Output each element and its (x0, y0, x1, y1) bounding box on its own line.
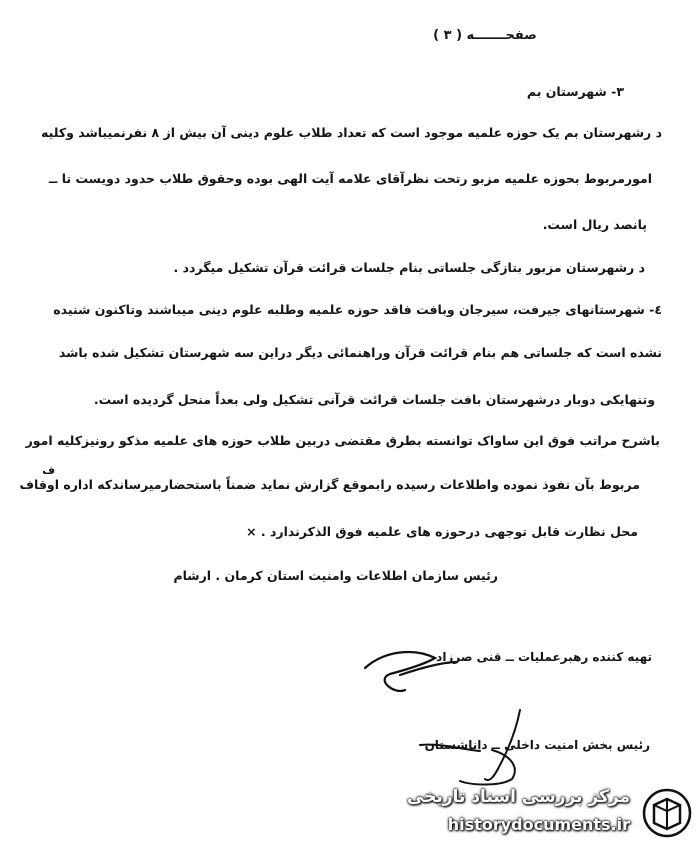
body-line-10: محل نظارت قابل توجهی درحوزه های علمیه فوق الذکرندارد . × (246, 524, 638, 539)
section-title-bam: ۳- شهرستان بم (526, 84, 624, 99)
handwritten-signature-1 (345, 640, 465, 700)
watermark (408, 781, 700, 843)
archive-logo-icon (640, 787, 694, 839)
security-head-line: رئیس بخش امنیت داخلی ــ داناشستان (424, 738, 650, 752)
body-line-6: نشده است که جلساتی هم بنام قرائت قرآن وراهنمائی دیگر دراین سه شهرستان تشکیل شده باشد (58, 345, 662, 360)
signature-line: رئیس سازمان اطلاعات وامنیت استان کرمان . ارشام (173, 568, 498, 583)
body-line-3: پانصد ریال است. (542, 217, 647, 232)
prepared-by-line: تهیه کننده رهبرعملیات ــ قنی صرزاد (436, 650, 652, 664)
body-line-8: باشرح مراتب فوق این ساواک توانسته بطرق مقتضی دربین طلاب حوزه های علمیه مذکو رونیزکلیه امور (25, 433, 660, 448)
handwritten-signature-2 (400, 705, 530, 790)
body-line-2: امورمربوط بحوزه علمیه مزبو رتحت نظرآقای علامه آیت الهی بوده وحقوق طلاب حدود دویست تا ــ (48, 171, 652, 186)
body-line-1: د رشهرستان بم یک حوزه علمیه موجود است که تعداد طلاب علوم دینی آن بیش از ۸ نفرنمیباشد وکلیه (41, 125, 662, 140)
body-line-7: وتنهایکی دوبار درشهرستان بافت جلسات قرائت قرآنی تشکیل ولی بعداً منحل گردیده است. (93, 392, 655, 407)
margin-mark: ف (42, 464, 55, 477)
body-line-9: مربوط بآن نفوذ نموده واطلاعات رسیده رابموقع گزارش نماید ضمناً باستحضارمیرساندکه اداره اوقاف (19, 477, 640, 492)
body-line-4: د رشهرستان مزبور بتازگی جلساتی بنام جلسات قرائت قرآن تشکیل میگردد . (173, 260, 645, 275)
body-line-5: ٤- شهرستانهای جیرفت، سیرجان وبافت فاقد حوزه علمیه وطلبه علوم دینی میباشند وتاکنون شنیده (53, 302, 662, 317)
page-header: صفحـــــــه ( ۳ ) (433, 28, 537, 43)
watermark-url: historydocuments.ir (447, 815, 630, 834)
watermark-title: مرکز بررسی اسناد تاریخی (407, 787, 630, 807)
